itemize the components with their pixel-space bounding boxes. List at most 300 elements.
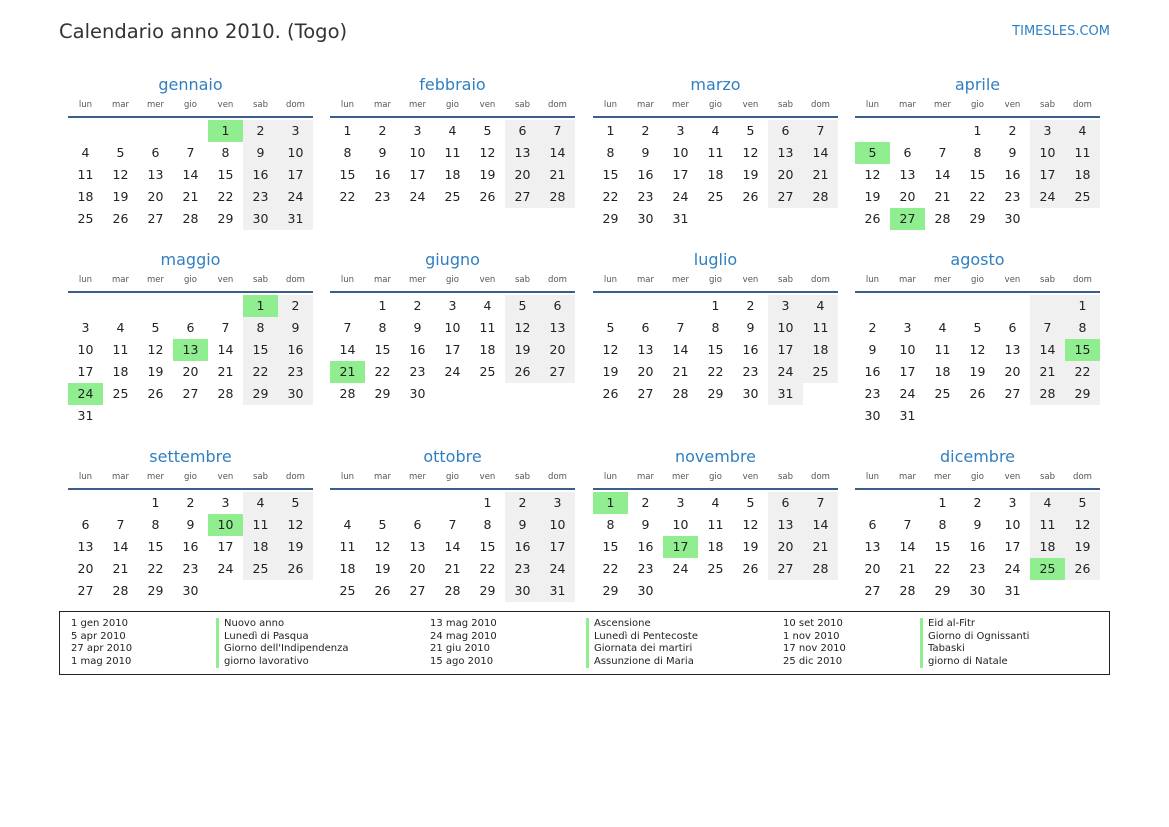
- day-cell: 31: [77, 408, 94, 423]
- day-cell: 7: [903, 517, 912, 532]
- day-cell: 26: [969, 386, 986, 401]
- day-cell: 20: [147, 189, 164, 204]
- empty-cell: [540, 383, 575, 405]
- day-cell: 2: [868, 320, 877, 335]
- day-cell: 26: [505, 361, 540, 383]
- day-cell: 4: [938, 320, 947, 335]
- day-cell: 9: [746, 320, 755, 335]
- day-cell: 10: [77, 342, 94, 357]
- holiday-date: 24 mag 2010: [430, 630, 497, 642]
- month-febbraio: [330, 74, 575, 208]
- day-cell: 25: [444, 189, 461, 204]
- weekday-label: dom: [286, 275, 305, 285]
- weekday-label: sab: [1039, 472, 1056, 482]
- empty-cell: [470, 383, 505, 405]
- weekday-label: dom: [1073, 472, 1092, 482]
- day-cell: 3: [768, 295, 803, 317]
- day-cell: 13: [409, 539, 426, 554]
- weekday-label: mar: [899, 275, 916, 285]
- weekday-label: lun: [865, 472, 880, 482]
- day-cell: 18: [444, 167, 461, 182]
- day-cell: 22: [934, 561, 951, 576]
- empty-cell: [208, 295, 243, 317]
- day-cell: 12: [278, 514, 313, 536]
- week-row: [855, 405, 1100, 427]
- day-cell: 28: [217, 386, 234, 401]
- day-cell: 5: [606, 320, 615, 335]
- day-cell: 8: [938, 517, 947, 532]
- day-cell: 9: [641, 517, 650, 532]
- day-cell: 24: [278, 186, 313, 208]
- day-cell: 3: [903, 320, 912, 335]
- day-cell: 18: [1030, 536, 1065, 558]
- day-cell: 1: [1065, 295, 1100, 317]
- day-cell: 8: [606, 517, 615, 532]
- holiday-names-column: [586, 618, 698, 668]
- month-settembre: [68, 446, 313, 602]
- day-cell: 6: [641, 320, 650, 335]
- day-cell: 24: [768, 361, 803, 383]
- week-row: [68, 383, 313, 405]
- month-ottobre: [330, 446, 575, 602]
- weekday-header: [593, 469, 838, 485]
- day-cell: 22: [339, 189, 356, 204]
- day-cell: 17: [1004, 539, 1021, 554]
- empty-cell: [103, 492, 138, 514]
- day-cell: 24: [672, 189, 689, 204]
- weekday-label: gio: [709, 100, 722, 110]
- day-cell: 5: [483, 123, 492, 138]
- day-cell: 29: [374, 386, 391, 401]
- day-cell: 1: [208, 120, 243, 142]
- empty-cell: [68, 120, 103, 142]
- weekday-label: lun: [865, 275, 880, 285]
- day-cell: 22: [243, 361, 278, 383]
- day-cell: 24: [540, 558, 575, 580]
- weekday-label: mar: [899, 472, 916, 482]
- weekday-label: mer: [933, 472, 951, 482]
- weekday-label: sab: [777, 100, 794, 110]
- day-cell: 30: [409, 386, 426, 401]
- day-cell: 23: [637, 561, 654, 576]
- day-cell: 4: [1065, 120, 1100, 142]
- day-cell: 15: [243, 339, 278, 361]
- weekday-label: ven: [742, 275, 759, 285]
- weekday-label: mer: [408, 472, 426, 482]
- day-cell: 25: [934, 386, 951, 401]
- day-cell: 3: [413, 123, 422, 138]
- empty-cell: [138, 120, 173, 142]
- empty-cell: [855, 120, 890, 142]
- day-cell: 23: [278, 361, 313, 383]
- day-cell: 27: [864, 583, 881, 598]
- weekday-label: mar: [374, 100, 391, 110]
- empty-cell: [365, 492, 400, 514]
- day-cell: 16: [969, 539, 986, 554]
- empty-cell: [103, 120, 138, 142]
- day-cell: 7: [540, 120, 575, 142]
- day-cell: 6: [903, 145, 912, 160]
- week-row: [68, 405, 313, 427]
- day-cell: 13: [899, 167, 916, 182]
- day-cell: 21: [899, 561, 916, 576]
- day-cell: 29: [602, 211, 619, 226]
- day-cell: 23: [505, 558, 540, 580]
- day-cell: 22: [374, 364, 391, 379]
- day-cell: 2: [186, 495, 195, 510]
- week-row: [330, 536, 575, 558]
- day-cell: 7: [448, 517, 457, 532]
- weekday-label: sab: [252, 275, 269, 285]
- weekday-label: mar: [637, 472, 654, 482]
- weekday-header: [68, 272, 313, 288]
- day-cell: 27: [540, 361, 575, 383]
- day-cell: 8: [221, 145, 230, 160]
- day-cell: 7: [343, 320, 352, 335]
- day-cell: 22: [969, 189, 986, 204]
- day-cell: 1: [593, 492, 628, 514]
- day-cell: 22: [147, 561, 164, 576]
- day-cell: 21: [112, 561, 129, 576]
- day-cell: 19: [864, 189, 881, 204]
- day-cell: 7: [676, 320, 685, 335]
- day-cell: 8: [243, 317, 278, 339]
- empty-cell: [173, 405, 208, 427]
- empty-cell: [208, 405, 243, 427]
- day-cell: 23: [1004, 189, 1021, 204]
- day-cell: 23: [969, 561, 986, 576]
- day-cell: 12: [112, 167, 129, 182]
- empty-cell: [103, 405, 138, 427]
- week-row: [855, 492, 1100, 514]
- day-cell: 27: [147, 211, 164, 226]
- week-row: [68, 536, 313, 558]
- site-logo[interactable]: TIMESLES.COM: [1012, 24, 1110, 39]
- weekday-label: gio: [184, 100, 197, 110]
- day-cell: 10: [278, 142, 313, 164]
- day-cell: 26: [864, 211, 881, 226]
- day-cell: 16: [864, 364, 881, 379]
- day-cell: 16: [637, 167, 654, 182]
- day-cell: 15: [707, 342, 724, 357]
- weekday-label: gio: [709, 472, 722, 482]
- empty-cell: [890, 120, 925, 142]
- empty-cell: [663, 580, 698, 602]
- empty-cell: [400, 492, 435, 514]
- day-cell: 7: [1030, 317, 1065, 339]
- empty-cell: [243, 580, 278, 602]
- day-cell: 9: [278, 317, 313, 339]
- day-cell: 2: [278, 295, 313, 317]
- week-row: [330, 580, 575, 602]
- day-cell: 13: [1004, 342, 1021, 357]
- day-cell: 20: [182, 364, 199, 379]
- day-cell: 29: [479, 583, 496, 598]
- day-cell: 25: [1065, 186, 1100, 208]
- day-cell: 20: [637, 364, 654, 379]
- week-row: [593, 492, 838, 514]
- week-row: [855, 142, 1100, 164]
- week-row: [330, 339, 575, 361]
- day-cell: 11: [1030, 514, 1065, 536]
- week-row: [68, 164, 313, 186]
- week-row: [68, 580, 313, 602]
- page-title: Calendario anno 2010. (Togo): [59, 20, 348, 43]
- day-cell: 10: [540, 514, 575, 536]
- day-cell: 12: [742, 145, 759, 160]
- day-cell: 26: [278, 558, 313, 580]
- day-cell: 20: [540, 339, 575, 361]
- weekday-label: ven: [479, 472, 496, 482]
- day-cell: 5: [1065, 492, 1100, 514]
- weekday-label: lun: [340, 472, 355, 482]
- weekday-label: mer: [408, 100, 426, 110]
- empty-cell: [733, 580, 768, 602]
- day-cell: 9: [378, 145, 387, 160]
- day-cell: 1: [483, 495, 492, 510]
- day-cell: 15: [217, 167, 234, 182]
- week-row: [593, 514, 838, 536]
- empty-cell: [1030, 580, 1065, 602]
- day-cell: 1: [343, 123, 352, 138]
- empty-cell: [960, 405, 995, 427]
- weekday-label: sab: [514, 275, 531, 285]
- day-cell: 2: [641, 495, 650, 510]
- day-cell: 26: [147, 386, 164, 401]
- empty-cell: [1030, 295, 1065, 317]
- day-cell: 18: [934, 364, 951, 379]
- week-row: [330, 317, 575, 339]
- empty-cell: [138, 405, 173, 427]
- day-cell: 10: [672, 145, 689, 160]
- week-row: [855, 361, 1100, 383]
- day-cell: 20: [505, 164, 540, 186]
- weekday-label: lun: [603, 275, 618, 285]
- weekday-header: [330, 97, 575, 113]
- day-cell: 7: [116, 517, 125, 532]
- day-cell: 19: [147, 364, 164, 379]
- day-cell: 26: [602, 386, 619, 401]
- day-cell: 25: [479, 364, 496, 379]
- day-cell: 11: [1065, 142, 1100, 164]
- week-row: [855, 514, 1100, 536]
- day-cell: 14: [934, 167, 951, 182]
- day-cell: 21: [217, 364, 234, 379]
- month-rule: [68, 116, 313, 118]
- day-cell: 4: [243, 492, 278, 514]
- day-cell: 10: [409, 145, 426, 160]
- holiday-name: Ascensione: [586, 618, 698, 631]
- week-row: [855, 295, 1100, 317]
- day-cell: 6: [505, 120, 540, 142]
- day-cell: 2: [1008, 123, 1017, 138]
- month-name: dicembre: [939, 447, 1016, 466]
- weekday-label: dom: [548, 100, 567, 110]
- weekday-label: sab: [777, 472, 794, 482]
- day-cell: 18: [803, 339, 838, 361]
- day-cell: 21: [540, 164, 575, 186]
- week-row: [68, 186, 313, 208]
- day-cell: 31: [1004, 583, 1021, 598]
- day-cell: 7: [803, 120, 838, 142]
- day-cell: 21: [444, 561, 461, 576]
- weekday-label: dom: [811, 100, 830, 110]
- month-name: gennaio: [158, 75, 223, 94]
- month-name: settembre: [149, 447, 232, 466]
- week-row: [68, 361, 313, 383]
- day-cell: 30: [182, 583, 199, 598]
- day-cell: 18: [1065, 164, 1100, 186]
- day-cell: 30: [637, 211, 654, 226]
- holiday-name: Eid al-Fitr: [920, 618, 1029, 631]
- day-cell: 29: [602, 583, 619, 598]
- week-row: [68, 208, 313, 230]
- empty-cell: [890, 295, 925, 317]
- day-cell: 31: [899, 408, 916, 423]
- day-cell: 9: [413, 320, 422, 335]
- weekday-label: mar: [112, 472, 129, 482]
- weekday-label: ven: [1004, 472, 1021, 482]
- day-cell: 21: [182, 189, 199, 204]
- day-cell: 4: [343, 517, 352, 532]
- weekday-label: mer: [146, 100, 164, 110]
- week-row: [330, 186, 575, 208]
- day-cell: 2: [243, 120, 278, 142]
- empty-cell: [628, 295, 663, 317]
- weekday-label: mer: [933, 275, 951, 285]
- day-cell: 16: [374, 167, 391, 182]
- empty-cell: [138, 295, 173, 317]
- weekday-header: [855, 469, 1100, 485]
- day-cell: 14: [672, 342, 689, 357]
- day-cell: 11: [707, 517, 724, 532]
- day-cell: 14: [540, 142, 575, 164]
- day-cell: 8: [973, 145, 982, 160]
- day-cell: 11: [803, 317, 838, 339]
- day-cell: 2: [505, 492, 540, 514]
- day-cell: 13: [505, 142, 540, 164]
- day-cell: 14: [182, 167, 199, 182]
- day-cell: 17: [663, 536, 698, 558]
- day-cell: 27: [1004, 386, 1021, 401]
- day-cell: 15: [934, 539, 951, 554]
- weekday-header: [593, 272, 838, 288]
- day-cell: 18: [243, 536, 278, 558]
- day-cell: 16: [409, 342, 426, 357]
- day-cell: 6: [868, 517, 877, 532]
- day-cell: 21: [1030, 361, 1065, 383]
- day-cell: 1: [711, 298, 720, 313]
- day-cell: 9: [186, 517, 195, 532]
- week-row: [330, 361, 575, 383]
- day-cell: 13: [864, 539, 881, 554]
- weekday-label: ven: [479, 100, 496, 110]
- month-giugno: [330, 249, 575, 405]
- day-cell: 21: [803, 164, 838, 186]
- day-cell: 30: [637, 583, 654, 598]
- day-cell: 16: [637, 539, 654, 554]
- month-name: luglio: [693, 250, 738, 269]
- day-cell: 10: [444, 320, 461, 335]
- weekday-label: lun: [78, 100, 93, 110]
- empty-cell: [960, 295, 995, 317]
- week-row: [330, 295, 575, 317]
- day-cell: 20: [768, 164, 803, 186]
- week-row: [593, 558, 838, 580]
- empty-cell: [768, 208, 803, 230]
- weekday-label: lun: [340, 275, 355, 285]
- month-rule: [855, 291, 1100, 293]
- week-row: [330, 164, 575, 186]
- day-cell: 26: [1065, 558, 1100, 580]
- week-row: [68, 120, 313, 142]
- week-row: [593, 339, 838, 361]
- day-cell: 19: [479, 167, 496, 182]
- day-cell: 15: [374, 342, 391, 357]
- week-row: [68, 142, 313, 164]
- day-cell: 14: [803, 142, 838, 164]
- day-cell: 30: [1004, 211, 1021, 226]
- weekday-label: dom: [548, 472, 567, 482]
- day-cell: 28: [444, 583, 461, 598]
- day-cell: 14: [339, 342, 356, 357]
- empty-cell: [330, 492, 365, 514]
- day-cell: 23: [182, 561, 199, 576]
- day-cell: 28: [112, 583, 129, 598]
- empty-cell: [925, 120, 960, 142]
- day-cell: 16: [278, 339, 313, 361]
- month-name: agosto: [950, 250, 1005, 269]
- weekday-label: gio: [184, 275, 197, 285]
- month-rule: [593, 488, 838, 490]
- weekday-label: lun: [603, 472, 618, 482]
- weekday-label: mer: [671, 472, 689, 482]
- day-cell: 21: [672, 364, 689, 379]
- day-cell: 26: [742, 561, 759, 576]
- day-cell: 23: [409, 364, 426, 379]
- weekday-label: ven: [479, 275, 496, 285]
- month-maggio: [68, 249, 313, 427]
- day-cell: 27: [637, 386, 654, 401]
- day-cell: 31: [278, 208, 313, 230]
- holiday-date: 5 apr 2010: [71, 630, 126, 642]
- holiday-date: 27 apr 2010: [71, 643, 133, 654]
- month-rule: [330, 291, 575, 293]
- holiday-name: Giorno dell'Indipendenza: [216, 643, 349, 656]
- month-rule: [330, 116, 575, 118]
- weekday-label: lun: [603, 100, 618, 110]
- empty-cell: [1065, 208, 1100, 230]
- day-cell: 18: [77, 189, 94, 204]
- month-name: giugno: [425, 250, 480, 269]
- day-cell: 6: [1008, 320, 1017, 335]
- day-cell: 19: [742, 167, 759, 182]
- weekday-label: ven: [1004, 100, 1021, 110]
- day-cell: 4: [803, 295, 838, 317]
- weekday-label: lun: [865, 100, 880, 110]
- day-cell: 24: [444, 364, 461, 379]
- weekday-header: [68, 469, 313, 485]
- day-cell: 3: [540, 492, 575, 514]
- month-rule: [855, 488, 1100, 490]
- day-cell: 25: [339, 583, 356, 598]
- day-cell: 1: [378, 298, 387, 313]
- weekday-label: sab: [514, 472, 531, 482]
- weekday-label: sab: [1039, 100, 1056, 110]
- month-rule: [855, 116, 1100, 118]
- weekday-label: gio: [446, 472, 459, 482]
- day-cell: 13: [637, 342, 654, 357]
